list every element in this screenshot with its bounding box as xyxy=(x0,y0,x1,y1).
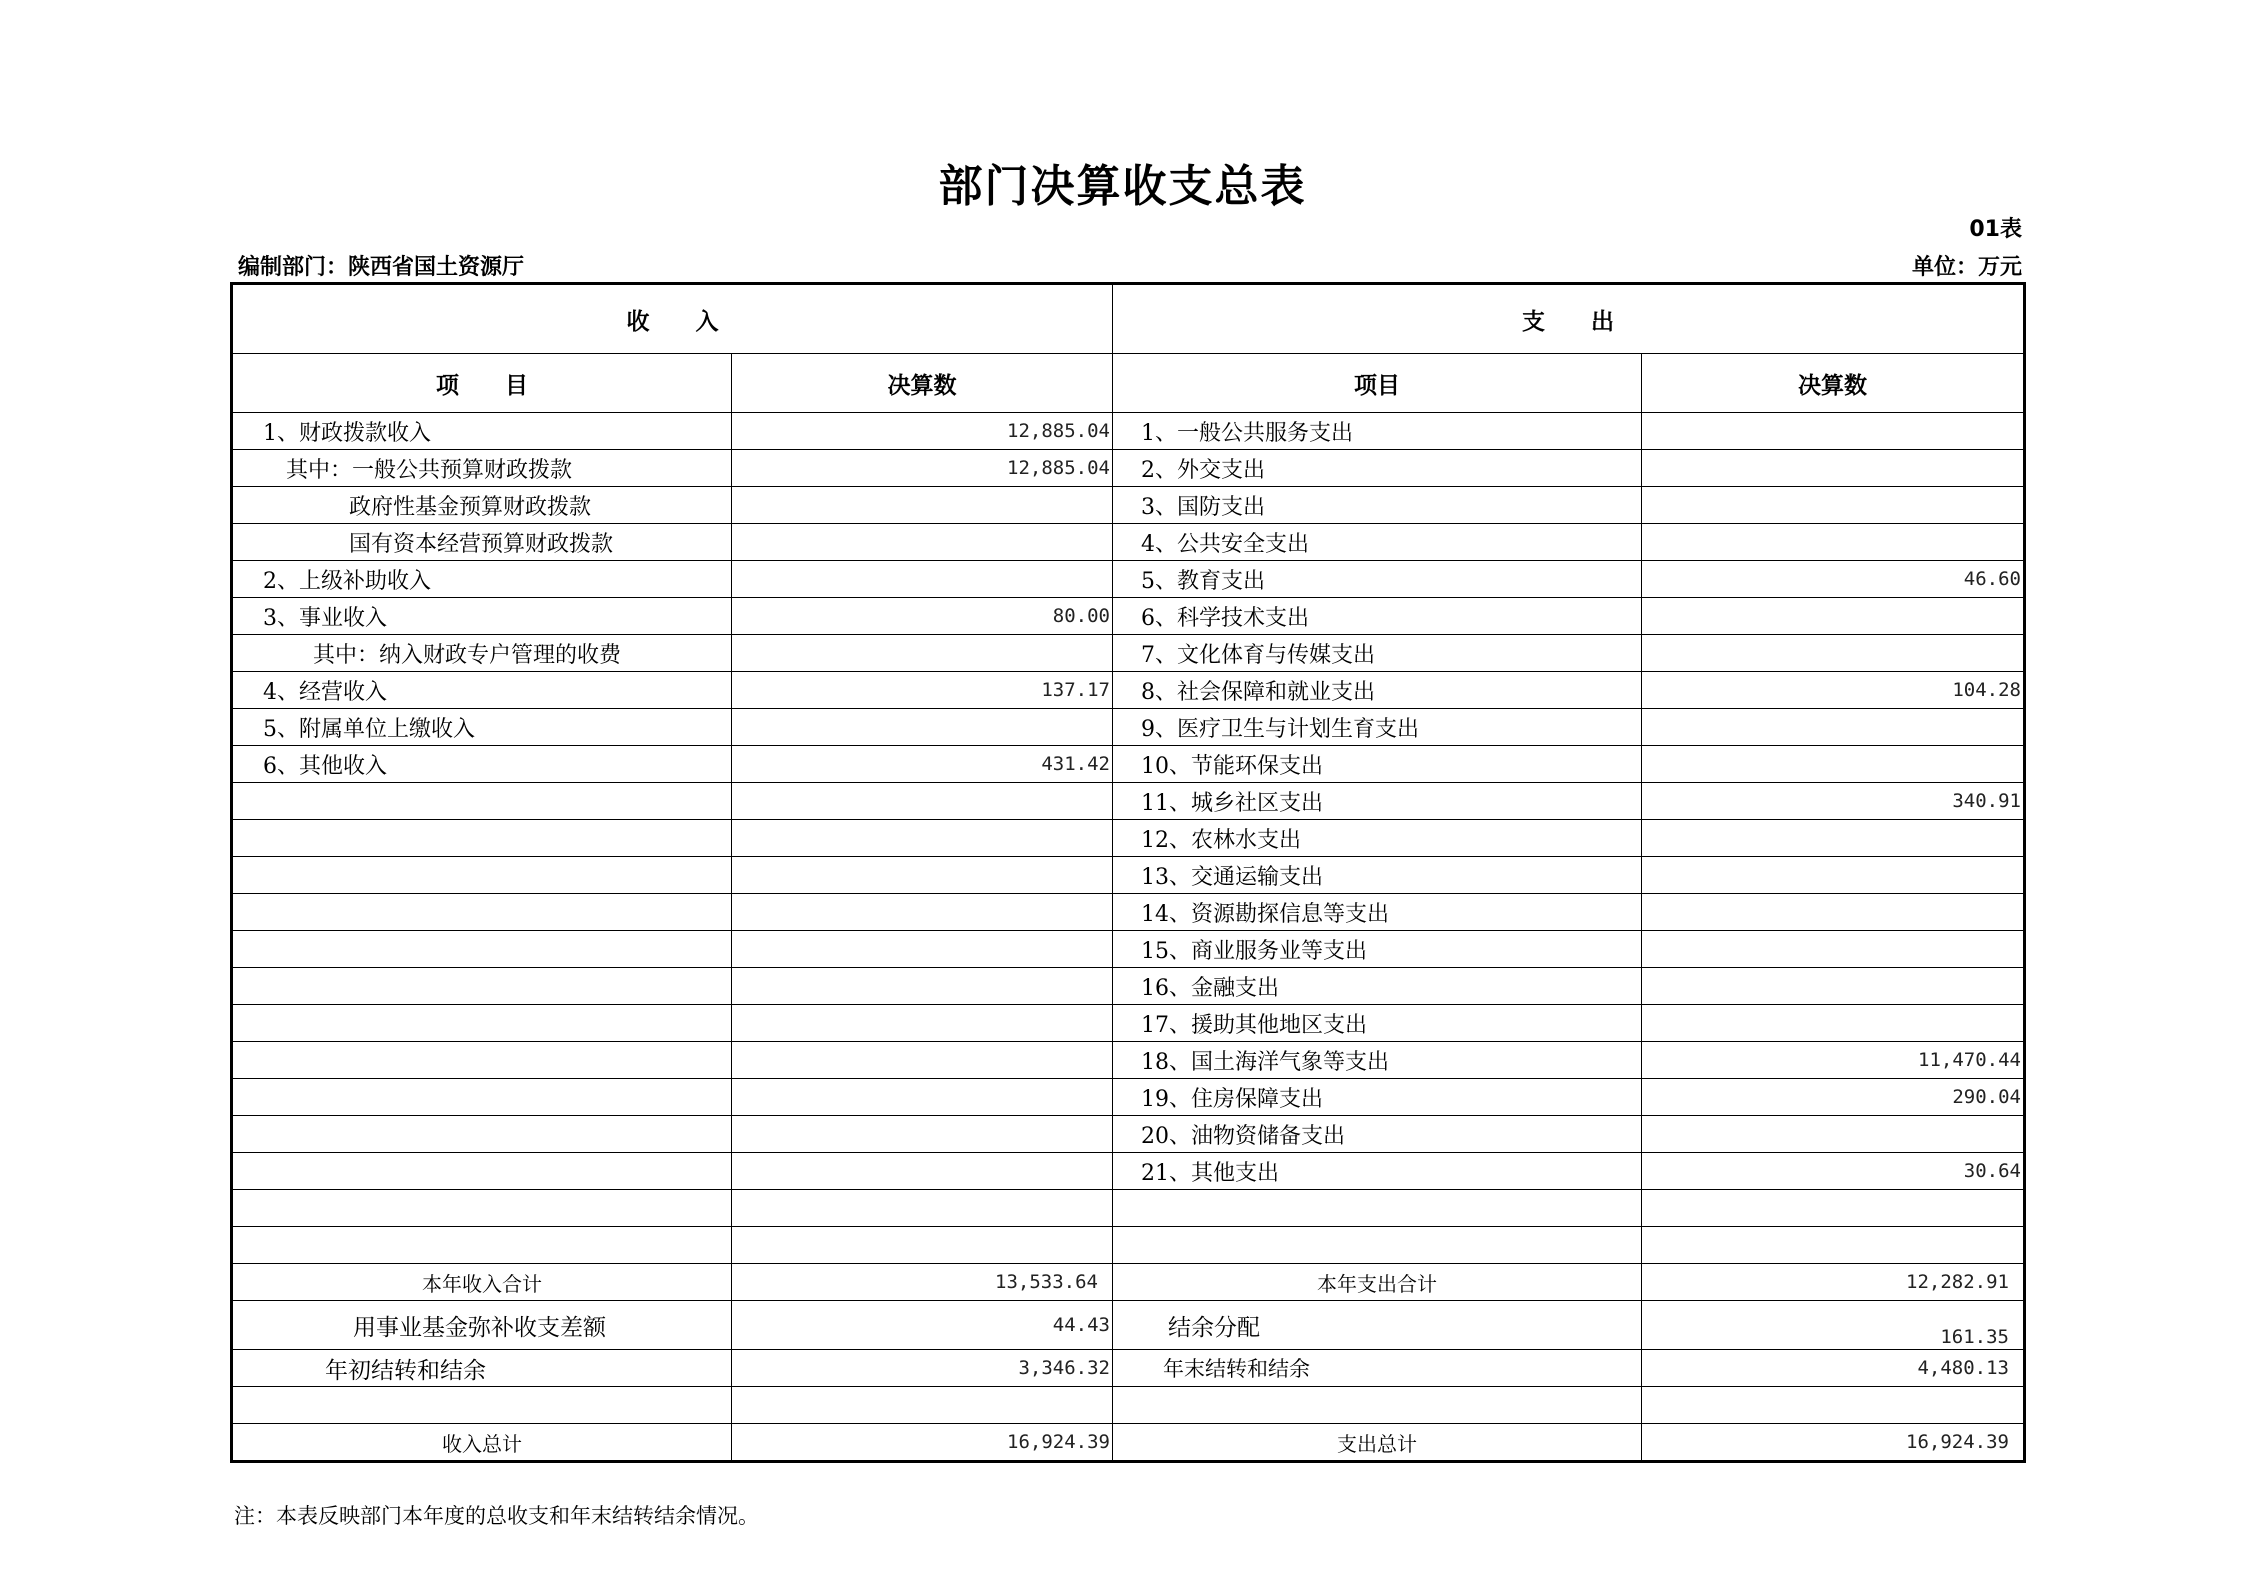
expense-item-value xyxy=(1642,857,2025,894)
table-row xyxy=(232,1116,2025,1153)
expense-item-name: 11、城乡社区支出 xyxy=(1113,783,1642,820)
income-item-header: 项 目 xyxy=(232,354,732,413)
income-item-value xyxy=(732,968,1113,1005)
income-item-name xyxy=(232,1153,732,1190)
expense-item-value xyxy=(1642,931,2025,968)
income-item-name: 1、财政拨款收入 xyxy=(232,413,732,450)
table-row xyxy=(232,413,2025,450)
begin-balance-label: 年初结转和结余 xyxy=(232,1350,732,1387)
expense-item-value: 340.91 xyxy=(1642,783,2025,820)
income-item-value xyxy=(732,524,1113,561)
expense-item-name: 3、国防支出 xyxy=(1113,487,1642,524)
expense-item-name: 19、住房保障支出 xyxy=(1113,1079,1642,1116)
income-section-header: 收 入 xyxy=(232,284,1113,354)
table-number: 01表 xyxy=(1969,217,2022,242)
expense-item-name: 20、油物资储备支出 xyxy=(1113,1116,1642,1153)
table-row xyxy=(232,1042,2025,1079)
income-item-name: 其中：纳入财政专户管理的收费 xyxy=(232,635,732,672)
income-item-name xyxy=(232,894,732,931)
begin-balance-value: 3,346.32 xyxy=(732,1350,1113,1387)
income-item-value xyxy=(732,561,1113,598)
income-item-name xyxy=(232,783,732,820)
table-row xyxy=(232,857,2025,894)
expense-item-name: 6、科学技术支出 xyxy=(1113,598,1642,635)
expense-item-value: 104.28 xyxy=(1642,672,2025,709)
income-item-name: 国有资本经营预算财政拨款 xyxy=(232,524,732,561)
income-item-value xyxy=(732,487,1113,524)
expense-item-value xyxy=(1642,1116,2025,1153)
end-balance-label: 年末结转和结余 xyxy=(1113,1350,1642,1387)
expense-item-name: 18、国土海洋气象等支出 xyxy=(1113,1042,1642,1079)
table-row xyxy=(232,672,2025,709)
balance-row xyxy=(232,1350,2025,1387)
column-header-row xyxy=(232,354,2025,413)
income-item-value: 12,885.04 xyxy=(732,450,1113,487)
income-item-value xyxy=(732,931,1113,968)
expense-item-name: 17、援助其他地区支出 xyxy=(1113,1005,1642,1042)
expense-item-name: 15、商业服务业等支出 xyxy=(1113,931,1642,968)
expense-item-value xyxy=(1642,820,2025,857)
expense-item-name: 10、节能环保支出 xyxy=(1113,746,1642,783)
table-row xyxy=(232,1190,2025,1227)
expense-item-value xyxy=(1642,1227,2025,1264)
income-item-value xyxy=(732,1190,1113,1227)
income-item-name: 5、附属单位上缴收入 xyxy=(232,709,732,746)
grand-income-value: 16,924.39 xyxy=(732,1424,1113,1462)
income-item-value xyxy=(732,894,1113,931)
expense-section-header: 支 出 xyxy=(1113,284,2025,354)
expense-item-value xyxy=(1642,746,2025,783)
income-item-name xyxy=(232,1005,732,1042)
expense-item-name: 13、交通运输支出 xyxy=(1113,857,1642,894)
expense-item-name: 8、社会保障和就业支出 xyxy=(1113,672,1642,709)
expense-item-value xyxy=(1642,635,2025,672)
income-total-value: 13,533.64 xyxy=(732,1264,1113,1301)
budget-table xyxy=(230,282,2026,1463)
income-item-name xyxy=(232,1227,732,1264)
distribution-value: 161.35 xyxy=(1642,1301,2025,1350)
income-item-value: 12,885.04 xyxy=(732,413,1113,450)
expense-item-name xyxy=(1113,1190,1642,1227)
income-item-value: 137.17 xyxy=(732,672,1113,709)
income-item-name xyxy=(232,931,732,968)
table-row xyxy=(232,1153,2025,1190)
expense-item-name: 9、医疗卫生与计划生育支出 xyxy=(1113,709,1642,746)
income-item-name xyxy=(232,1079,732,1116)
table-row xyxy=(232,894,2025,931)
table-row xyxy=(232,931,2025,968)
table-row xyxy=(232,635,2025,672)
section-header-row xyxy=(232,284,2025,354)
fund-row xyxy=(232,1301,2025,1350)
income-item-value xyxy=(732,1227,1113,1264)
income-item-value xyxy=(732,1005,1113,1042)
income-item-name: 3、事业收入 xyxy=(232,598,732,635)
annual-total-row xyxy=(232,1264,2025,1301)
expense-item-value: 46.60 xyxy=(1642,561,2025,598)
table-row xyxy=(232,450,2025,487)
expense-item-value xyxy=(1642,894,2025,931)
expense-item-value xyxy=(1642,598,2025,635)
blank-row xyxy=(232,1387,2025,1424)
end-balance-value: 4,480.13 xyxy=(1642,1350,2025,1387)
table-row xyxy=(232,709,2025,746)
table-row xyxy=(232,1079,2025,1116)
expense-item-value xyxy=(1642,968,2025,1005)
expense-item-value xyxy=(1642,413,2025,450)
expense-item-value xyxy=(1642,524,2025,561)
income-item-name xyxy=(232,857,732,894)
unit-label: 单位：万元 xyxy=(1911,255,2022,280)
expense-item-value xyxy=(1642,1190,2025,1227)
income-item-name xyxy=(232,968,732,1005)
table-row xyxy=(232,1005,2025,1042)
income-item-value xyxy=(732,1079,1113,1116)
income-item-value: 431.42 xyxy=(732,746,1113,783)
income-item-value: 80.00 xyxy=(732,598,1113,635)
expense-item-value: 30.64 xyxy=(1642,1153,2025,1190)
income-item-value xyxy=(732,783,1113,820)
table-row xyxy=(232,1227,2025,1264)
income-item-name: 2、上级补助收入 xyxy=(232,561,732,598)
expense-item-name: 14、资源勘探信息等支出 xyxy=(1113,894,1642,931)
income-item-value xyxy=(732,857,1113,894)
expense-item-value xyxy=(1642,709,2025,746)
income-item-value xyxy=(732,709,1113,746)
income-item-name: 其中：一般公共预算财政拨款 xyxy=(232,450,732,487)
expense-item-name: 16、金融支出 xyxy=(1113,968,1642,1005)
department-label: 编制部门：陕西省国土资源厅 xyxy=(238,255,525,280)
table-row xyxy=(232,524,2025,561)
expense-item-name: 2、外交支出 xyxy=(1113,450,1642,487)
expense-item-name: 7、文化体育与传媒支出 xyxy=(1113,635,1642,672)
table-row xyxy=(232,598,2025,635)
table-row xyxy=(232,561,2025,598)
grand-income-label: 收入总计 xyxy=(232,1424,732,1462)
expense-item-value: 290.04 xyxy=(1642,1079,2025,1116)
expense-item-name: 21、其他支出 xyxy=(1113,1153,1642,1190)
income-item-name xyxy=(232,1042,732,1079)
expense-item-value xyxy=(1642,450,2025,487)
income-item-value xyxy=(732,1042,1113,1079)
expense-item-name: 1、一般公共服务支出 xyxy=(1113,413,1642,450)
expense-total-label: 本年支出合计 xyxy=(1113,1264,1642,1301)
distribution-label: 结余分配 xyxy=(1113,1301,1642,1350)
expense-item-value xyxy=(1642,487,2025,524)
income-item-name: 政府性基金预算财政拨款 xyxy=(232,487,732,524)
income-item-value xyxy=(732,635,1113,672)
income-amount-header: 决算数 xyxy=(732,354,1113,413)
income-item-value xyxy=(732,1153,1113,1190)
table-row xyxy=(232,783,2025,820)
fund-value: 44.43 xyxy=(732,1301,1113,1350)
income-item-name xyxy=(232,1190,732,1227)
footnote: 注：本表反映部门本年度的总收支和年末结转结余情况。 xyxy=(234,1504,759,1528)
expense-item-name: 12、农林水支出 xyxy=(1113,820,1642,857)
income-item-name: 6、其他收入 xyxy=(232,746,732,783)
expense-item-name: 5、教育支出 xyxy=(1113,561,1642,598)
expense-total-value: 12,282.91 xyxy=(1642,1264,2025,1301)
income-item-name: 4、经营收入 xyxy=(232,672,732,709)
expense-item-name xyxy=(1113,1227,1642,1264)
table-row xyxy=(232,968,2025,1005)
income-item-name xyxy=(232,820,732,857)
table-row xyxy=(232,820,2025,857)
expense-item-name: 4、公共安全支出 xyxy=(1113,524,1642,561)
grand-expense-value: 16,924.39 xyxy=(1642,1424,2025,1462)
income-total-label: 本年收入合计 xyxy=(232,1264,732,1301)
income-item-name xyxy=(232,1116,732,1153)
expense-item-header: 项目 xyxy=(1113,354,1642,413)
income-item-value xyxy=(732,1116,1113,1153)
table-row xyxy=(232,746,2025,783)
page-title: 部门决算收支总表 xyxy=(938,161,1307,212)
expense-amount-header: 决算数 xyxy=(1642,354,2025,413)
grand-expense-label: 支出总计 xyxy=(1113,1424,1642,1462)
income-item-value xyxy=(732,820,1113,857)
expense-item-value xyxy=(1642,1005,2025,1042)
grand-total-row xyxy=(232,1424,2025,1462)
fund-label: 用事业基金弥补收支差额 xyxy=(232,1301,732,1350)
expense-item-value: 11,470.44 xyxy=(1642,1042,2025,1079)
table-row xyxy=(232,487,2025,524)
